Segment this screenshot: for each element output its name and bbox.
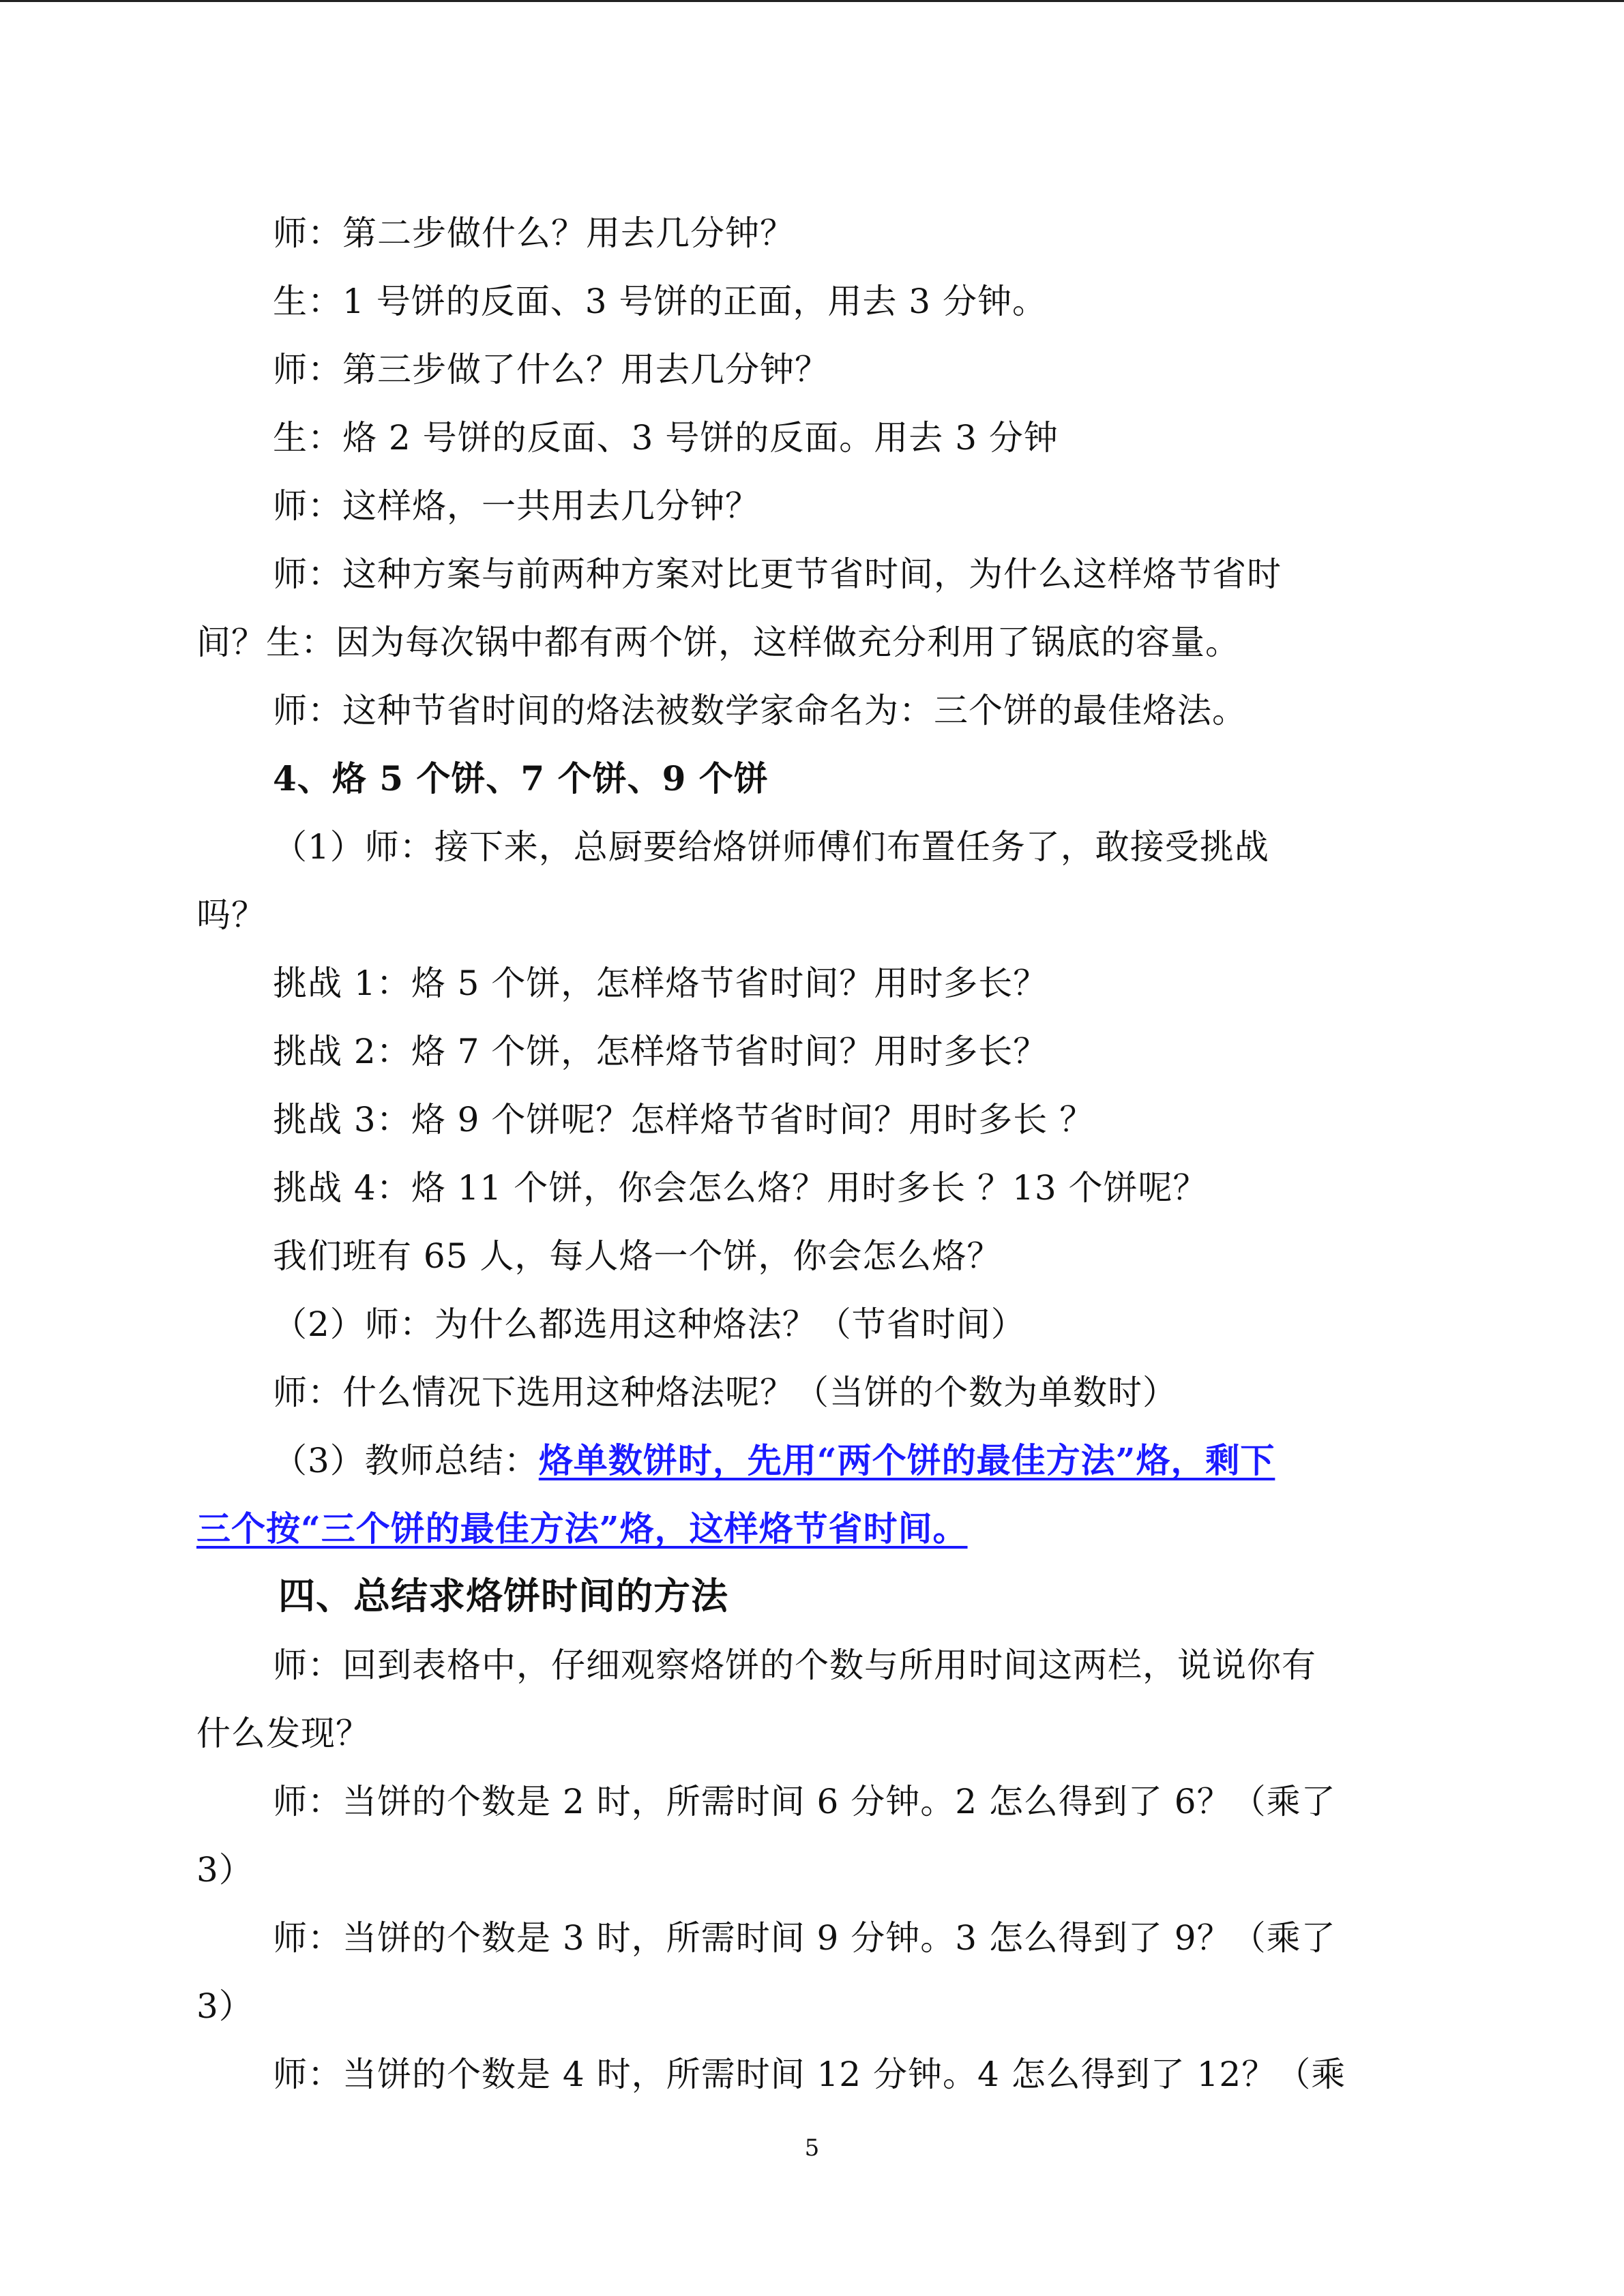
challenge-line: 挑战 4：烙 11 个饼，你会怎么烙？用时多长 ？13 个饼呢？: [273, 1168, 1208, 1208]
text-line: 师：当饼的个数是 3 时，所需时间 9 分钟。3 怎么得到了 9？（乘了: [273, 1918, 1336, 1958]
section-heading: 四、总结求烙饼时间的方法: [278, 1574, 728, 1617]
summary-line: [196, 1508, 968, 1549]
summary-label: （3）教师总结：: [273, 1441, 539, 1480]
text-line: 师：当饼的个数是 2 时，所需时间 6 分钟。2 怎么得到了 6？（乘了: [273, 1782, 1336, 1821]
text-line: 3）: [196, 1850, 254, 1890]
challenge-line: 挑战 1：烙 5 个饼，怎样烙节省时间？用时多长？: [273, 964, 1048, 1003]
summary-highlight-link[interactable]: 三个按“三个饼的最佳方法”烙，这样烙节省时间。: [196, 1508, 968, 1549]
text-line: 间？生：因为每次锅中都有两个饼，这样做充分利用了锅底的容量。: [196, 623, 1240, 662]
text-line: 师：这种节省时间的烙法被数学家命名为：三个饼的最佳烙法。: [273, 691, 1247, 730]
challenge-line: 挑战 3：烙 9 个饼呢？怎样烙节省时间？用时多长 ？: [273, 1100, 1095, 1139]
text-line: 师：什么情况下选用这种烙法呢？（当饼的个数为单数时）: [273, 1373, 1177, 1412]
text-line: 师：回到表格中，仔细观察烙饼的个数与所用时间这两栏，说说你有: [273, 1645, 1316, 1685]
text-line: 师：这样烙，一共用去几分钟？: [273, 486, 760, 526]
text-line: 师：这种方案与前两种方案对比更节省时间，为什么这样烙节省时: [273, 554, 1282, 594]
text-line: 生：烙 2 号饼的反面、3 号饼的反面。用去 3 分钟: [273, 418, 1059, 458]
summary-highlight-link[interactable]: 烙单数饼时，先用“两个饼的最佳方法”烙，剩下: [538, 1440, 1275, 1480]
summary-line: [273, 1440, 1275, 1481]
challenge-line: 挑战 2：烙 7 个饼，怎样烙节省时间？用时多长？: [273, 1032, 1048, 1071]
text-line: 我们班有 65 人，每人烙一个饼，你会怎么烙？: [273, 1236, 1002, 1276]
text-line: 吗？: [196, 895, 266, 935]
text-line: 师：当饼的个数是 4 时，所需时间 12 分钟。4 怎么得到了 12？（乘: [273, 2055, 1346, 2094]
text-line: 师：第三步做了什么？用去几分钟？: [273, 350, 829, 389]
text-line: 3）: [196, 1986, 254, 2026]
text-line: （2）师：为什么都选用这种烙法？（节省时间）: [273, 1304, 1026, 1344]
page-number: 5: [804, 2134, 820, 2162]
text-line: 什么发现？: [196, 1714, 370, 1753]
text-line: 生：1 号饼的反面、3 号饼的正面，用去 3 分钟。: [273, 282, 1048, 321]
text-line: （1）师：接下来，总厨要给烙饼师傅们布置任务了，敢接受挑战: [273, 827, 1269, 867]
text-line: 师：第二步做什么？用去几分钟？: [273, 213, 795, 253]
section-subheading: 4、烙 5 个饼、7 个饼、9 个饼: [273, 758, 769, 799]
